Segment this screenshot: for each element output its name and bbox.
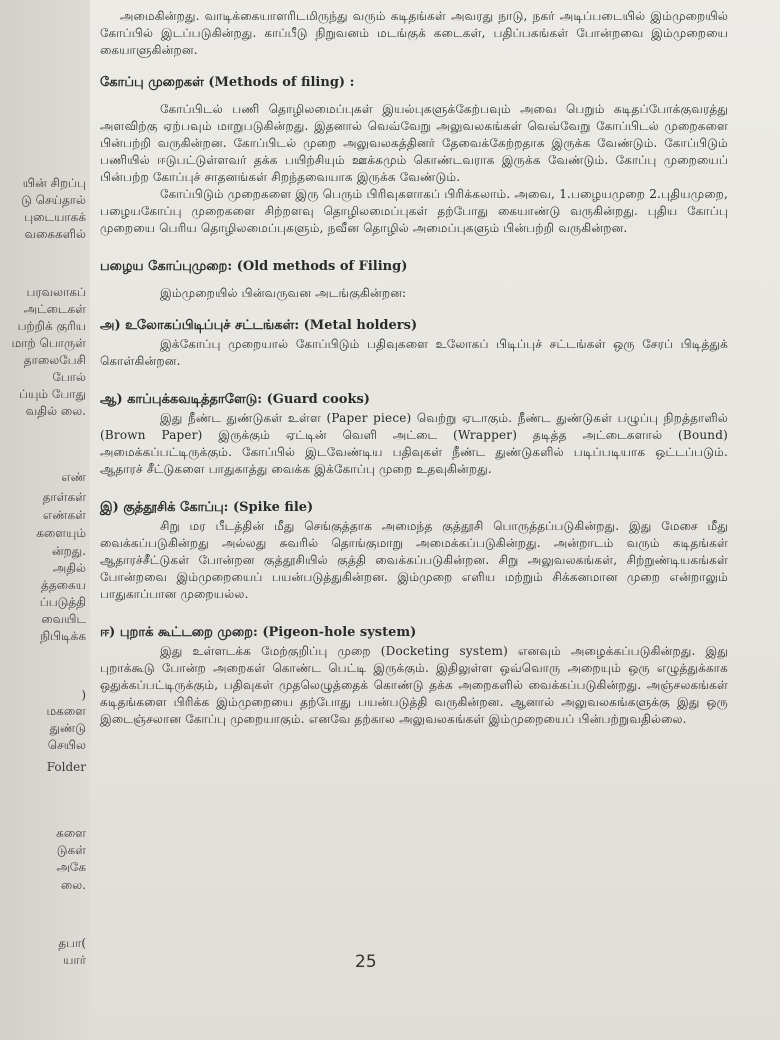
page-number: 25 <box>355 952 377 972</box>
heading-spike-en: (Spike file) <box>233 500 314 515</box>
facing-page-fragment: புடையாகக் <box>24 210 86 224</box>
pigeon-hole-paragraph: இது உள்ளடக்க மேற்குறிப்பு முறை (Docketing system) எனவும் அழைக்கப்படுகின்றது. இது புறாக்கூடு போன்ற அறைகள் கொண்ட பெட்டி இருக்கும். இதிலுள்ள ஒவ்வொரு அறையும் ஒரு எழுத்துக்காக ஒதுக்கப்பட்டிருக்கும், பதிவுகள் முதலெழுத்தைக் கொண்டு தக்க அறைகளில் வைக்கப்படுகின்றது. அஞ்சலகங்கள் கடிதங்களை பிரிக்க இம்முறையை தற்போது பயன்படுத்தி வருகின்றன. ஆனால் அலுவலகங்களுக்கு இது ஒரு இடைஞ்சலான கோப்பு முறையாகும். எனவே தற்கால அலுவலகங்கள் இம்முறையைப் பின்பற்றுவதில்லை. <box>100 644 728 726</box>
heading-spike-file <box>100 498 728 518</box>
facing-page-fragment: டு செய்தால் <box>21 193 86 207</box>
facing-page-fragment: மாற் பொருள் <box>11 336 86 350</box>
facing-page-fragment: யார் <box>63 953 86 967</box>
facing-page-fragment: தாள்கள் <box>42 490 86 504</box>
facing-page-fragment: Folder <box>46 760 86 774</box>
facing-page-fragment: நிபிடிக்க <box>40 629 86 643</box>
guard-cooks-paragraph: இது நீண்ட துண்டுகள் உள்ள (Paper piece) வெற்று ஏடாகும். நீண்ட துண்டுகள் பழுப்பு நிறத்தாளில் (Brown Paper) இருக்கும் ஏட்டின் வெளி அட்டை (Wrapper) தடித்த அட்டைகளால் (Bound) அமைக்கப்பட்டிருக்கும். கோப்பில் இடவேண்டிய பதிவுகள் நீண்ட துண்டுகளில் படிப்படியாக ஒட்டப்படும். ஆதாரச் சீட்டுகளை பாதுகாத்து வைக்க இக்கோப்பு முறை உதவுகின்றது. <box>100 411 728 476</box>
heading-methods-suffix: : <box>345 75 355 90</box>
facing-page-fragment: களையும் <box>36 526 86 540</box>
page-body <box>100 8 728 728</box>
facing-page-strip <box>0 0 90 1040</box>
facing-page-fragment: அதில் <box>52 561 86 575</box>
facing-page-fragment: ) <box>81 688 86 702</box>
heading-old-methods <box>100 257 728 277</box>
facing-page-fragment: அட்டைகள் <box>23 302 86 316</box>
facing-page-fragment: வையிட <box>41 612 86 626</box>
facing-page-fragment: எண் <box>61 470 86 484</box>
facing-page-fragment: போல் <box>52 370 86 384</box>
facing-page-fragment: யின் சிறப்பு <box>22 176 86 190</box>
facing-page-fragment: எண்கள் <box>42 508 86 522</box>
spike-file-paragraph: சிறு மர பீடத்தின் மீது செங்குத்தாக அமைந்த குத்தூசி பொருத்தப்படுகின்றது. இது மேசை மீது வைக்கப்படுகின்றது அல்லது சுவரில் தொங்குமாறு அமைக்கப்படுகின்றது. அன்றாடம் வரும் கடிதங்கள் ஆதாரச்சீட்டுகள் போன்றன குத்தூசியில் குத்தி வைக்கப்படுகின்றன. சிறு அலுவலகங்கள், சிற்றுண்டியகங்கள் போன்றவை இம்முறையைப் பயன்படுத்துகின்றன. இம்முறை எளிய மற்றும் சிக்கனமான முறை என்றாலும் பாதுகாப்பான முறையல்ல. <box>100 519 728 601</box>
heading-metal-holders <box>100 316 728 336</box>
methods-paragraph-1: கோப்பிடல் பணி தொழிலமைப்புகள் இயல்புகளுக்கேற்பவும் அவை பெறும் கடிதப்போக்குவரத்து அளவிற்கு ஏற்பவும் மாறுபடுகின்றது. இதனால் வெவ்வேறு அலுவலகங்கள் வெவ்வேறு கோப்பிடல் முறைகளை பின்பற்றி வருகின்றன. கோப்பிடல் முறை அலுவலகத்தினர் தேவைக்கேற்றதாக இருக்க வேண்டும். கோப்பிடும் பணியில் ஈடுபட்டுள்ளவர் தக்க பயிற்சியும் ஊக்கமும் கொண்டவராக இருக்க வேண்டும். கோப்பு முறையைப் பின்பற்ற கோப்புச் சாதனங்கள் சிறந்தவையாக இருக்க வேண்டும். <box>100 102 728 184</box>
heading-spike-ta: இ) குத்தூசிக் கோப்பு: <box>100 500 229 515</box>
heading-pigeon-hole <box>100 623 728 643</box>
heading-metal-en: (Metal holders) <box>303 318 418 333</box>
heading-metal-ta: அ) உலோகப்பிடிப்புச் சட்டங்கள்: <box>100 318 300 333</box>
facing-page-fragment: ப்யும் போது <box>19 387 86 401</box>
facing-page-fragment: தாலைபேசி <box>23 353 86 367</box>
methods-paragraph-2: கோப்பிடும் முறைகளை இரு பெரும் பிரிவுகளாகப் பிரிக்கலாம். அவை, 1.பழையமுறை 2.புதியமுறை, பழையகோப்பு முறைகளை சிற்றளவு தொழிலமைப்புகள் தற்போது கையாண்டு வருகின்றது. புதிய கோப்பு முறையை பெரிய தொழிலமைப்புகளும், நவீன தொழில் அமைப்புகளும் பின்பற்றி வருகின்றன. <box>100 187 728 235</box>
heading-guard-cooks <box>100 390 728 410</box>
facing-page-fragment: வகைகளில் <box>24 227 86 241</box>
facing-page-fragment: தபா( <box>58 936 86 950</box>
heading-guard-en: (Guard cooks) <box>266 392 370 407</box>
old-methods-intro: இம்முறையில் பின்வருவன அடங்குகின்றன: <box>160 286 407 300</box>
top-paragraph: அமைகின்றது. வாடிக்கையாளரிடமிருந்து வரும் கடிதங்கள் அவரது நாடு, நகர் அடிப்படையில் இம்முறையில் கோப்பில் இடப்படுகின்றது. காப்பீடு நிறுவனம் மடங்குக் கடைகள், பதிப்பகங்கள் போன்றவை இம்முறையை கையாளுகின்றன. <box>100 9 728 57</box>
facing-page-fragment: அகே <box>56 860 86 874</box>
metal-holders-paragraph: இக்கோப்பு முறையால் கோப்பிடும் பதிவுகளை உலோகப் பிடிப்புச் சட்டங்கள் ஒரு சேரப் பிடித்துக் கொள்கின்றன. <box>100 337 728 368</box>
facing-page-fragment: லை. <box>60 878 86 892</box>
facing-page-fragment: செயில <box>47 738 86 752</box>
heading-old-en: (Old methods of Filing) <box>236 259 408 274</box>
facing-page-fragment: பரவலாகப் <box>26 285 86 299</box>
heading-methods-ta: கோப்பு முறைகள் <box>100 75 204 90</box>
heading-old-ta: பழைய கோப்புமுறை: <box>100 259 233 274</box>
heading-pigeon-en: (Pigeon-hole system) <box>262 625 417 640</box>
facing-page-fragment: த்தகைய <box>41 578 86 592</box>
facing-page-fragment: துண்டு <box>49 721 86 735</box>
facing-page-fragment: வதில் லை. <box>25 404 86 418</box>
heading-methods-of-filing <box>100 73 728 93</box>
facing-page-fragment: மகளை <box>46 704 86 718</box>
heading-methods-en: (Methods of filing) <box>208 75 346 90</box>
heading-pigeon-ta: ஈ) புறாக் கூட்டறை முறை: <box>100 625 258 640</box>
facing-page-fragment: களை <box>56 826 86 840</box>
facing-page-fragment: பற்றிக் குரிய <box>17 319 86 333</box>
heading-guard-ta: ஆ) காப்புக்கவடித்தாளேடு: <box>100 392 263 407</box>
facing-page-fragment: ப்படுத்தி <box>39 595 86 609</box>
facing-page-fragment: டுகள் <box>56 843 86 857</box>
facing-page-fragment: ன்றது. <box>51 544 86 558</box>
